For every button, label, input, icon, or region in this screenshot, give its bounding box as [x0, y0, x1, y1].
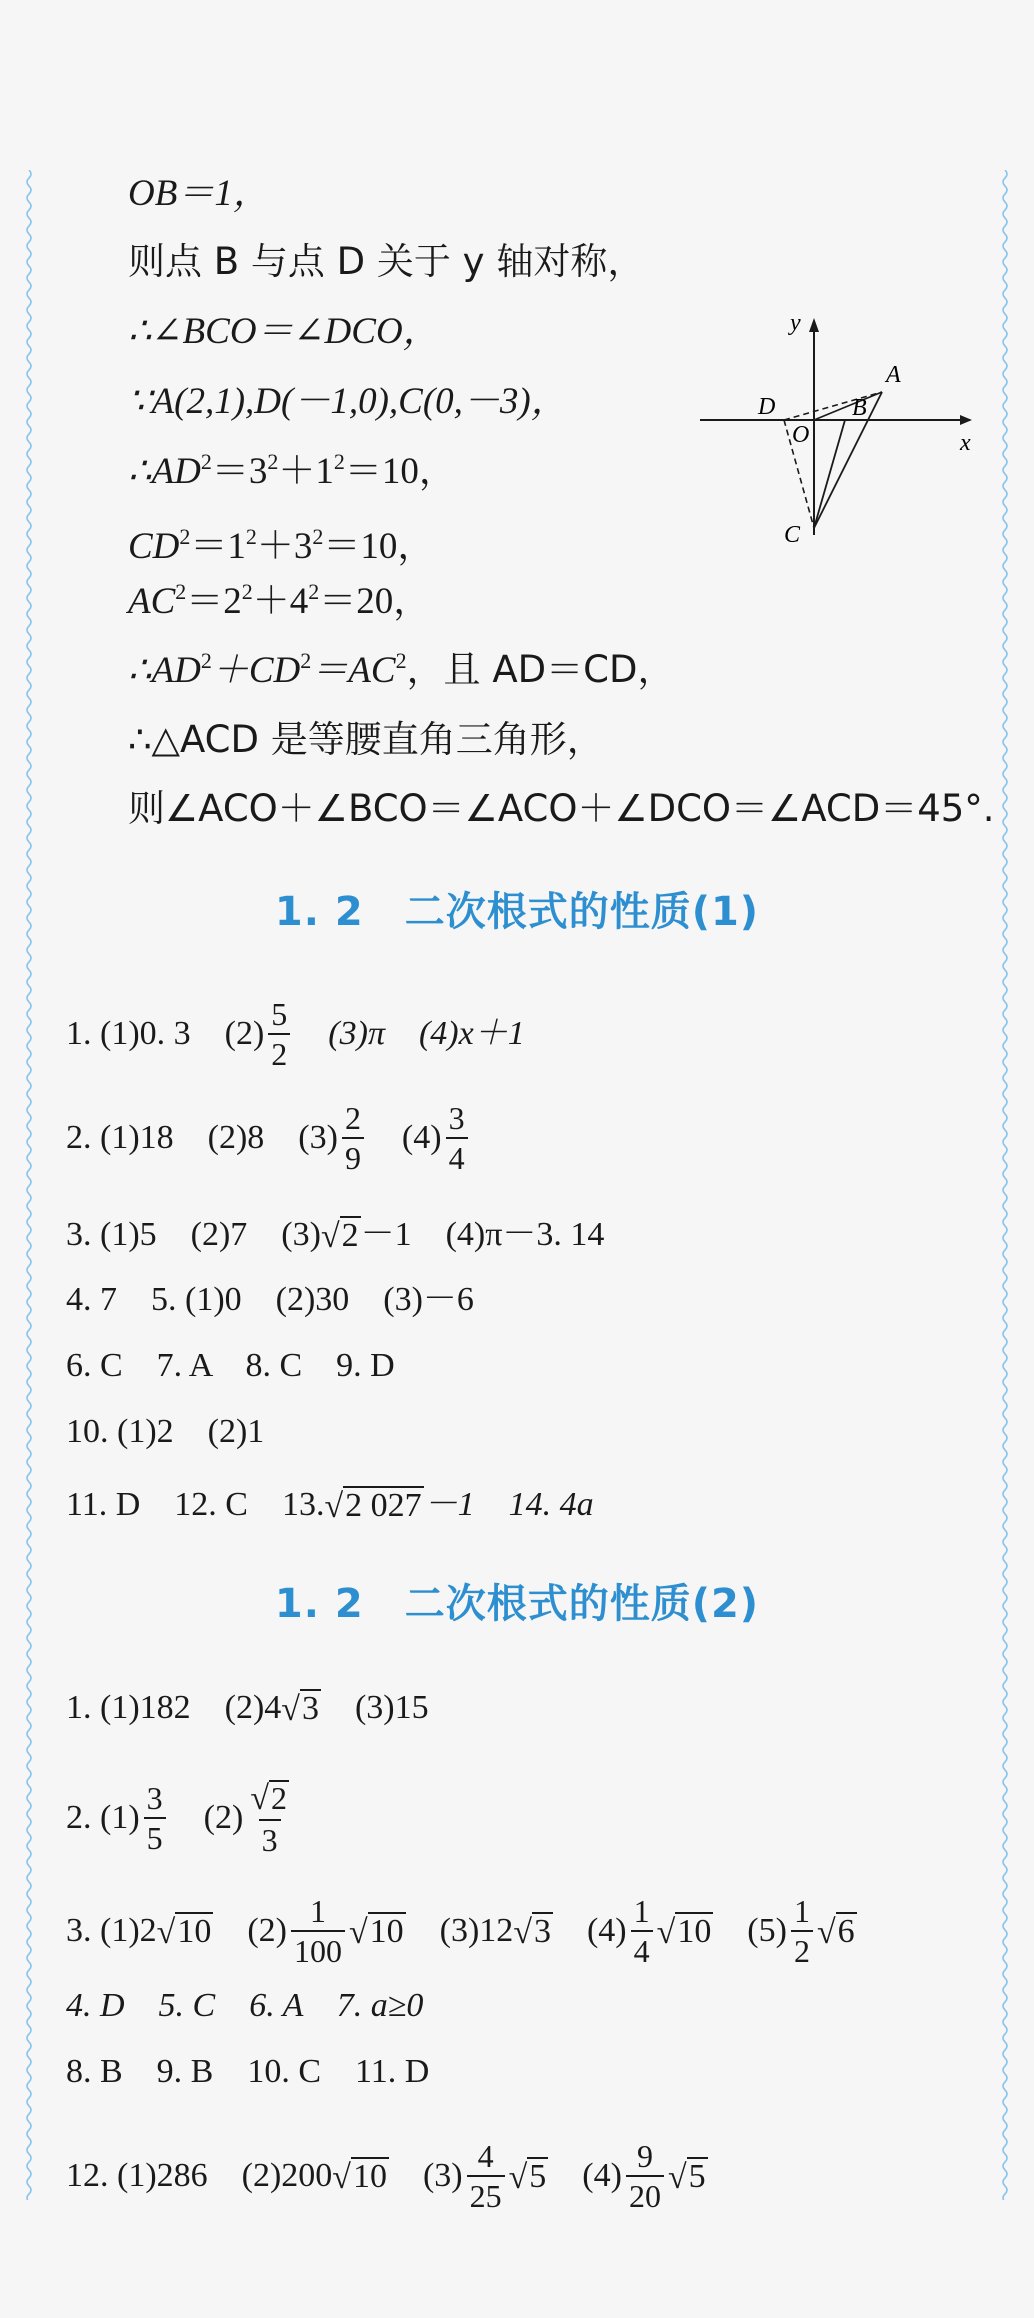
answer-2-2: 2. (1) $\frac{3}{5}$ (2) √ 2 3 [66, 1780, 296, 1856]
figure-label-x: x [960, 430, 971, 456]
fraction: $\frac{2}{9}$ [342, 1102, 364, 1174]
fraction: $\frac{1}{4}$ [631, 1895, 653, 1967]
answer-2-12: 12. (1)286 (2)200 √ 10 (3) $\frac{4}{25}$ √ 5 (4) $\frac{9}{20}$ √ 5 [66, 2138, 706, 2214]
solution-line-10: 则∠ACO＋∠BCO＝∠ACO＋∠DCO＝∠ACD＝45°. [128, 787, 995, 830]
fraction: √ 2 3 [250, 1779, 287, 1858]
answer-1-6: 6. C 7. A 8. C 9. D [66, 1347, 395, 1384]
fraction: $\frac{5}{2}$ [268, 998, 290, 1070]
square-root: √ 2 027 [324, 1487, 422, 1525]
square-root: √ 2 [320, 1217, 359, 1255]
coordinate-figure [690, 310, 990, 560]
figure-label-a: A [886, 362, 901, 388]
square-root: √ 10 [348, 1913, 404, 1951]
fraction: $\frac{4}{25}$ [467, 2140, 505, 2212]
square-root: √ 10 [156, 1913, 212, 1951]
solution-line-5: $\therefore AD^2=3^2+1^2=10$， [128, 449, 456, 492]
section-title-2: 1. 2 二次根式的性质(2) [274, 1581, 760, 1627]
square-root: √ 5 [508, 2158, 547, 2196]
square-root: √ 6 [816, 1913, 855, 1951]
answer-1-4: 4. 7 5. (1)0 (2)30 (3)－6 [66, 1281, 474, 1318]
answer-2-1: 1. (1)182 (2)4 √ 3 (3)15 [66, 1689, 429, 1728]
answer-1-11: 11. D 12. C 13. √ 2 027 －1 14. 4a [66, 1486, 594, 1525]
solution-line-9: ∴△ACD 是等腰直角三角形， [128, 718, 604, 761]
answer-2-3: 3. (1)2 √ 10 (2) $\frac{1}{100}$ √ 10 (3)12 √ 3 (4) $\frac{1}{4}$ √ 10 (5) $\frac{1}{2}$ √ 6 [66, 1893, 855, 1969]
solution-line-7: $AC^2=2^2+4^2=20$， [128, 579, 431, 622]
square-root: √ 3 [281, 1690, 319, 1728]
solution-line-4: ∵A(2,1),D(－1,0),C(0,－3)， [128, 381, 568, 422]
answer-1-3: 3. (1)5 (2)7 (3) √ 2 －1 (4)π－3. 14 [66, 1216, 605, 1255]
square-root: √ 3 [513, 1913, 551, 1951]
left-wavy-border [24, 170, 34, 2200]
fraction: $\frac{1}{2}$ [791, 1895, 813, 1967]
square-root: √ 5 [667, 2158, 706, 2196]
figure-label-d: D [758, 394, 776, 420]
solution-line-2: 则点 B 与点 D 关于 y 轴对称， [128, 240, 645, 283]
solution-line-8: $\therefore AD^2+CD^2=AC^2$，且 AD＝CD， [128, 648, 675, 691]
square-root: √ 2 [250, 1779, 287, 1817]
fraction: $\frac{1}{100}$ [291, 1895, 345, 1967]
answer-1-1: 1. (1)0. 3 (2) $\frac{5}{2}$ (3)π (4)x＋1 [66, 996, 525, 1072]
figure-label-o: O [792, 422, 810, 448]
answer-1-10: 10. (1)2 (2)1 [66, 1413, 265, 1450]
solution-line-3: ∴∠BCO＝∠DCO， [128, 311, 440, 352]
square-root: √ 10 [656, 1913, 712, 1951]
answer-2-4: 4. D 5. C 6. A 7. a≥0 [66, 1987, 424, 2024]
section-title-1: 1. 2 二次根式的性质(1) [274, 889, 760, 935]
square-root: √ 10 [332, 2158, 387, 2196]
figure-label-y: y [790, 310, 801, 336]
figure-label-b: B [852, 395, 867, 421]
fraction: $\frac{3}{5}$ [144, 1782, 166, 1854]
solution-line-6: $CD^2=1^2+3^2=10$， [128, 524, 435, 567]
figure-label-c: C [784, 522, 801, 548]
fraction: $\frac{3}{4}$ [446, 1102, 468, 1174]
right-wavy-border [1000, 170, 1010, 2200]
fraction: $\frac{9}{20}$ [626, 2140, 664, 2212]
answer-1-2: 2. (1)18 (2)8 (3) $\frac{2}{9}$ (4) $\frac{3}{4}$ [66, 1102, 472, 1174]
solution-line-1: OB＝1， [128, 173, 270, 214]
answer-2-8: 8. B 9. B 10. C 11. D [66, 2053, 430, 2090]
